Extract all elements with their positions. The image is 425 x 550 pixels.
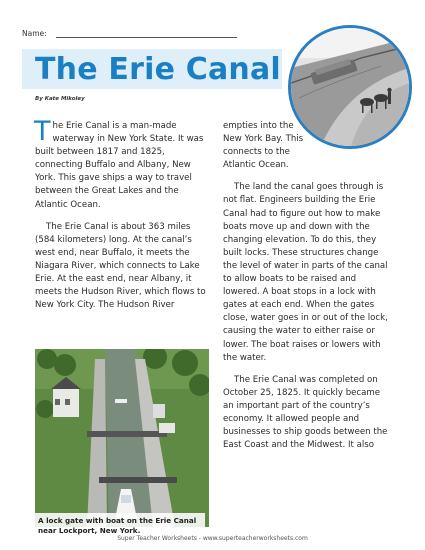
paragraph-1 — [34, 116, 209, 212]
drop-cap: T — [34, 116, 51, 147]
photo-caption: A lock gate with boat on the Erie Canal near Lockport, New York. — [35, 513, 205, 539]
name-label: Name: — [22, 29, 47, 38]
article-column-1 — [34, 116, 209, 312]
name-line — [56, 37, 237, 38]
page-title: The Erie Canal — [35, 52, 281, 87]
article-column-2 — [223, 120, 393, 452]
lock-illustration — [35, 349, 209, 527]
footer-credit: Super Teacher Worksheets - www.superteacherworksheets.com — [117, 535, 308, 542]
byline: By Kate Mikoley — [35, 96, 85, 102]
paragraph-4: The Erie Canal was completed on October 25, 1825. It quickly became an important part of the country’s economy. It allowed people and businesses to ship goods between the East Coast and the Midwest. It also — [223, 374, 388, 451]
paragraph-2-continued: empties into the New York Bay. This connects to the Atlantic Ocean. — [223, 121, 304, 171]
paragraph-3: The land the canal goes through is not flat. Engineers building the Erie Canal had to figure out how to make boats move up and down with the changing elevation. To do this, they built locks. These structures change the level of water in parts of the canal to allow boats to be raised and lowered. A boat stops in a lock with gates at each end. When the gates close, water goes in or out of the lock, causing the water to either raise or lower. The boat raises or lowers with the water. — [223, 182, 388, 363]
paragraph-1-text: he Erie Canal is a man-made waterway in New York State. It was built between 1817 and 1825, connecting Buffalo and Albany, New York. This gave ships a way to travel between the Great Lakes and the Atlantic Ocean. — [35, 121, 204, 210]
paragraph-2: The Erie Canal is about 363 miles (584 kilometers) long. At the canal’s west end, near Buffalo, it meets the Niagara River, which connects to Lake Erie. At the east end, near Albany, it meets the Hudson River, which flows to New York City. The Hudson River — [35, 221, 206, 311]
lock-photo — [35, 349, 209, 527]
